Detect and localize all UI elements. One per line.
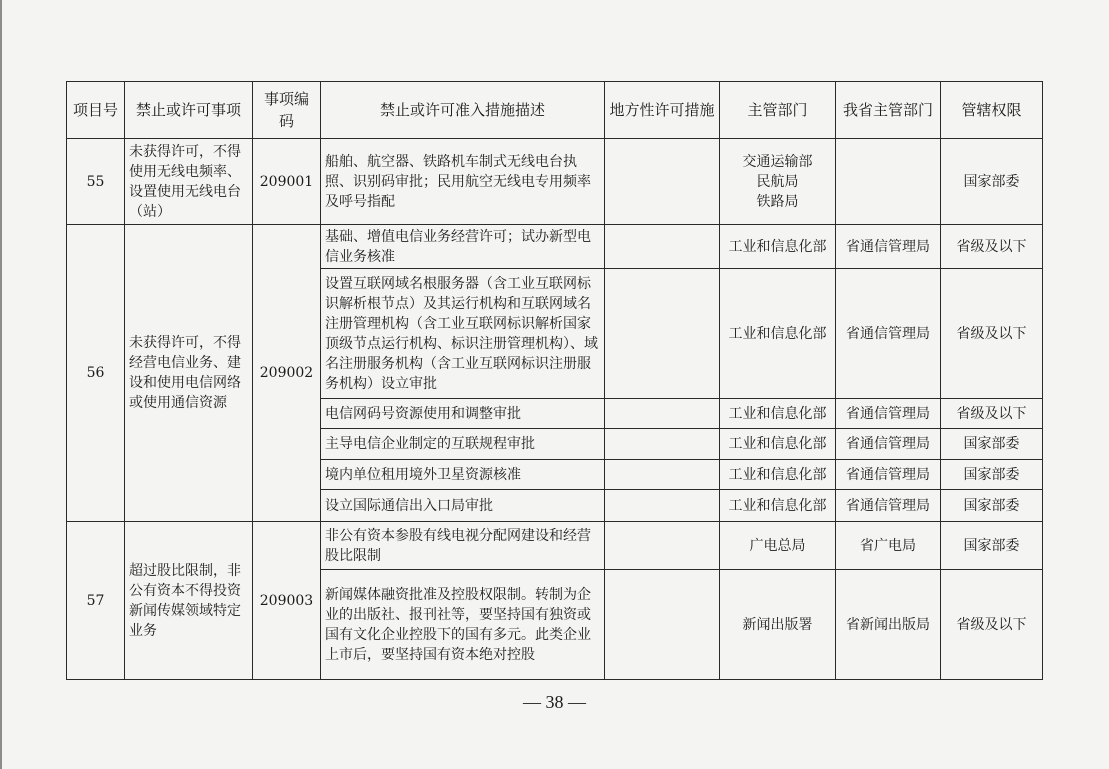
- header-row: [67, 82, 1043, 139]
- item-code: 209003: [253, 522, 321, 680]
- header-local: 地方性许可措施: [605, 82, 720, 139]
- competent-dept: 工业和信息化部: [720, 490, 836, 522]
- measure-description: 主导电信企业制定的互联规程审批: [321, 429, 605, 460]
- measure-description: 新闻媒体融资批准及控股权限制。转制为企业的出版社、报刊社等，要坚持国有独资或国有文化企业控股下的国有多元。此类企业上市后，要坚持国有资本绝对控股: [321, 570, 605, 680]
- jurisdiction: 国家部委: [941, 522, 1043, 570]
- page-edge: [0, 0, 2, 769]
- item-no: 57: [67, 522, 125, 680]
- competent-dept: 工业和信息化部: [720, 429, 836, 460]
- measure-description: 基础、增值电信业务经营许可；试办新型电信业务核准: [321, 225, 605, 269]
- measure-description: 设置互联网域名根服务器（含工业互联网标识解析根节点）及其运行机构和互联网域名注册管理机构（含工业互联网标识解析国家顶级节点运行机构、标识注册管理机构）、域名注册服务机构（含工业互联网标识注册服务机构）设立审批: [321, 269, 605, 399]
- header-jurisdiction: 管辖权限: [941, 82, 1043, 139]
- measure-description: 非公有资本参股有线电视分配网建设和经营股比限制: [321, 522, 605, 570]
- item-code: 209002: [253, 225, 321, 522]
- measure-description: 境内单位租用境外卫星资源核准: [321, 460, 605, 490]
- provincial-dept: 省通信管理局: [836, 399, 941, 429]
- provincial-dept: 省通信管理局: [836, 490, 941, 522]
- measure-description: 设立国际通信出入口局审批: [321, 490, 605, 522]
- local-measure: [605, 399, 720, 429]
- table-row: [67, 225, 1043, 269]
- table-row: [67, 522, 1043, 570]
- local-measure: [605, 429, 720, 460]
- local-measure: [605, 269, 720, 399]
- competent-dept: 工业和信息化部: [720, 460, 836, 490]
- local-measure: [605, 139, 720, 225]
- competent-dept: 工业和信息化部: [720, 225, 836, 269]
- provincial-dept: 省广电局: [836, 522, 941, 570]
- local-measure: [605, 570, 720, 680]
- competent-dept: 广电总局: [720, 522, 836, 570]
- local-measure: [605, 490, 720, 522]
- local-measure: [605, 460, 720, 490]
- header-matter: 禁止或许可事项: [125, 82, 253, 139]
- jurisdiction: 省级及以下: [941, 570, 1043, 680]
- jurisdiction: 国家部委: [941, 490, 1043, 522]
- provincial-dept: 省通信管理局: [836, 269, 941, 399]
- provincial-dept: 省新闻出版局: [836, 570, 941, 680]
- jurisdiction: 国家部委: [941, 139, 1043, 225]
- jurisdiction: 省级及以下: [941, 399, 1043, 429]
- item-matter: 超过股比限制，非公有资本不得投资新闻传媒领域特定业务: [125, 522, 253, 680]
- local-measure: [605, 225, 720, 269]
- page-number: — 38 —: [523, 692, 586, 712]
- table-row: [67, 139, 1043, 225]
- provincial-dept: 省通信管理局: [836, 460, 941, 490]
- provincial-dept: 省通信管理局: [836, 429, 941, 460]
- item-code: 209001: [253, 139, 321, 225]
- item-matter: 未获得许可，不得使用无线电频率、设置使用无线电台（站）: [125, 139, 253, 225]
- jurisdiction: 省级及以下: [941, 225, 1043, 269]
- measure-description: 电信网码号资源使用和调整审批: [321, 399, 605, 429]
- item-no: 56: [67, 225, 125, 522]
- local-measure: [605, 522, 720, 570]
- jurisdiction: 省级及以下: [941, 269, 1043, 399]
- competent-dept: 新闻出版署: [720, 570, 836, 680]
- regulation-table: [66, 81, 1043, 680]
- jurisdiction: 国家部委: [941, 429, 1043, 460]
- measure-description: 船舶、航空器、铁路机车制式无线电台执照、识别码审批；民用航空无线电专用频率及呼号指配: [321, 139, 605, 225]
- provincial-dept: 省通信管理局: [836, 225, 941, 269]
- header-description: 禁止或许可准入措施描述: [321, 82, 605, 139]
- competent-dept: 工业和信息化部: [720, 399, 836, 429]
- header-code: 事项编码: [253, 82, 321, 139]
- header-prov-dept: 我省主管部门: [836, 82, 941, 139]
- competent-dept: 交通运输部 民航局 铁路局: [720, 139, 836, 225]
- jurisdiction: 国家部委: [941, 460, 1043, 490]
- item-matter: 未获得许可，不得经营电信业务、建设和使用电信网络或使用通信资源: [125, 225, 253, 522]
- competent-dept: 工业和信息化部: [720, 269, 836, 399]
- item-no: 55: [67, 139, 125, 225]
- header-item-no: 项目号: [67, 82, 125, 139]
- provincial-dept: [836, 139, 941, 225]
- header-dept: 主管部门: [720, 82, 836, 139]
